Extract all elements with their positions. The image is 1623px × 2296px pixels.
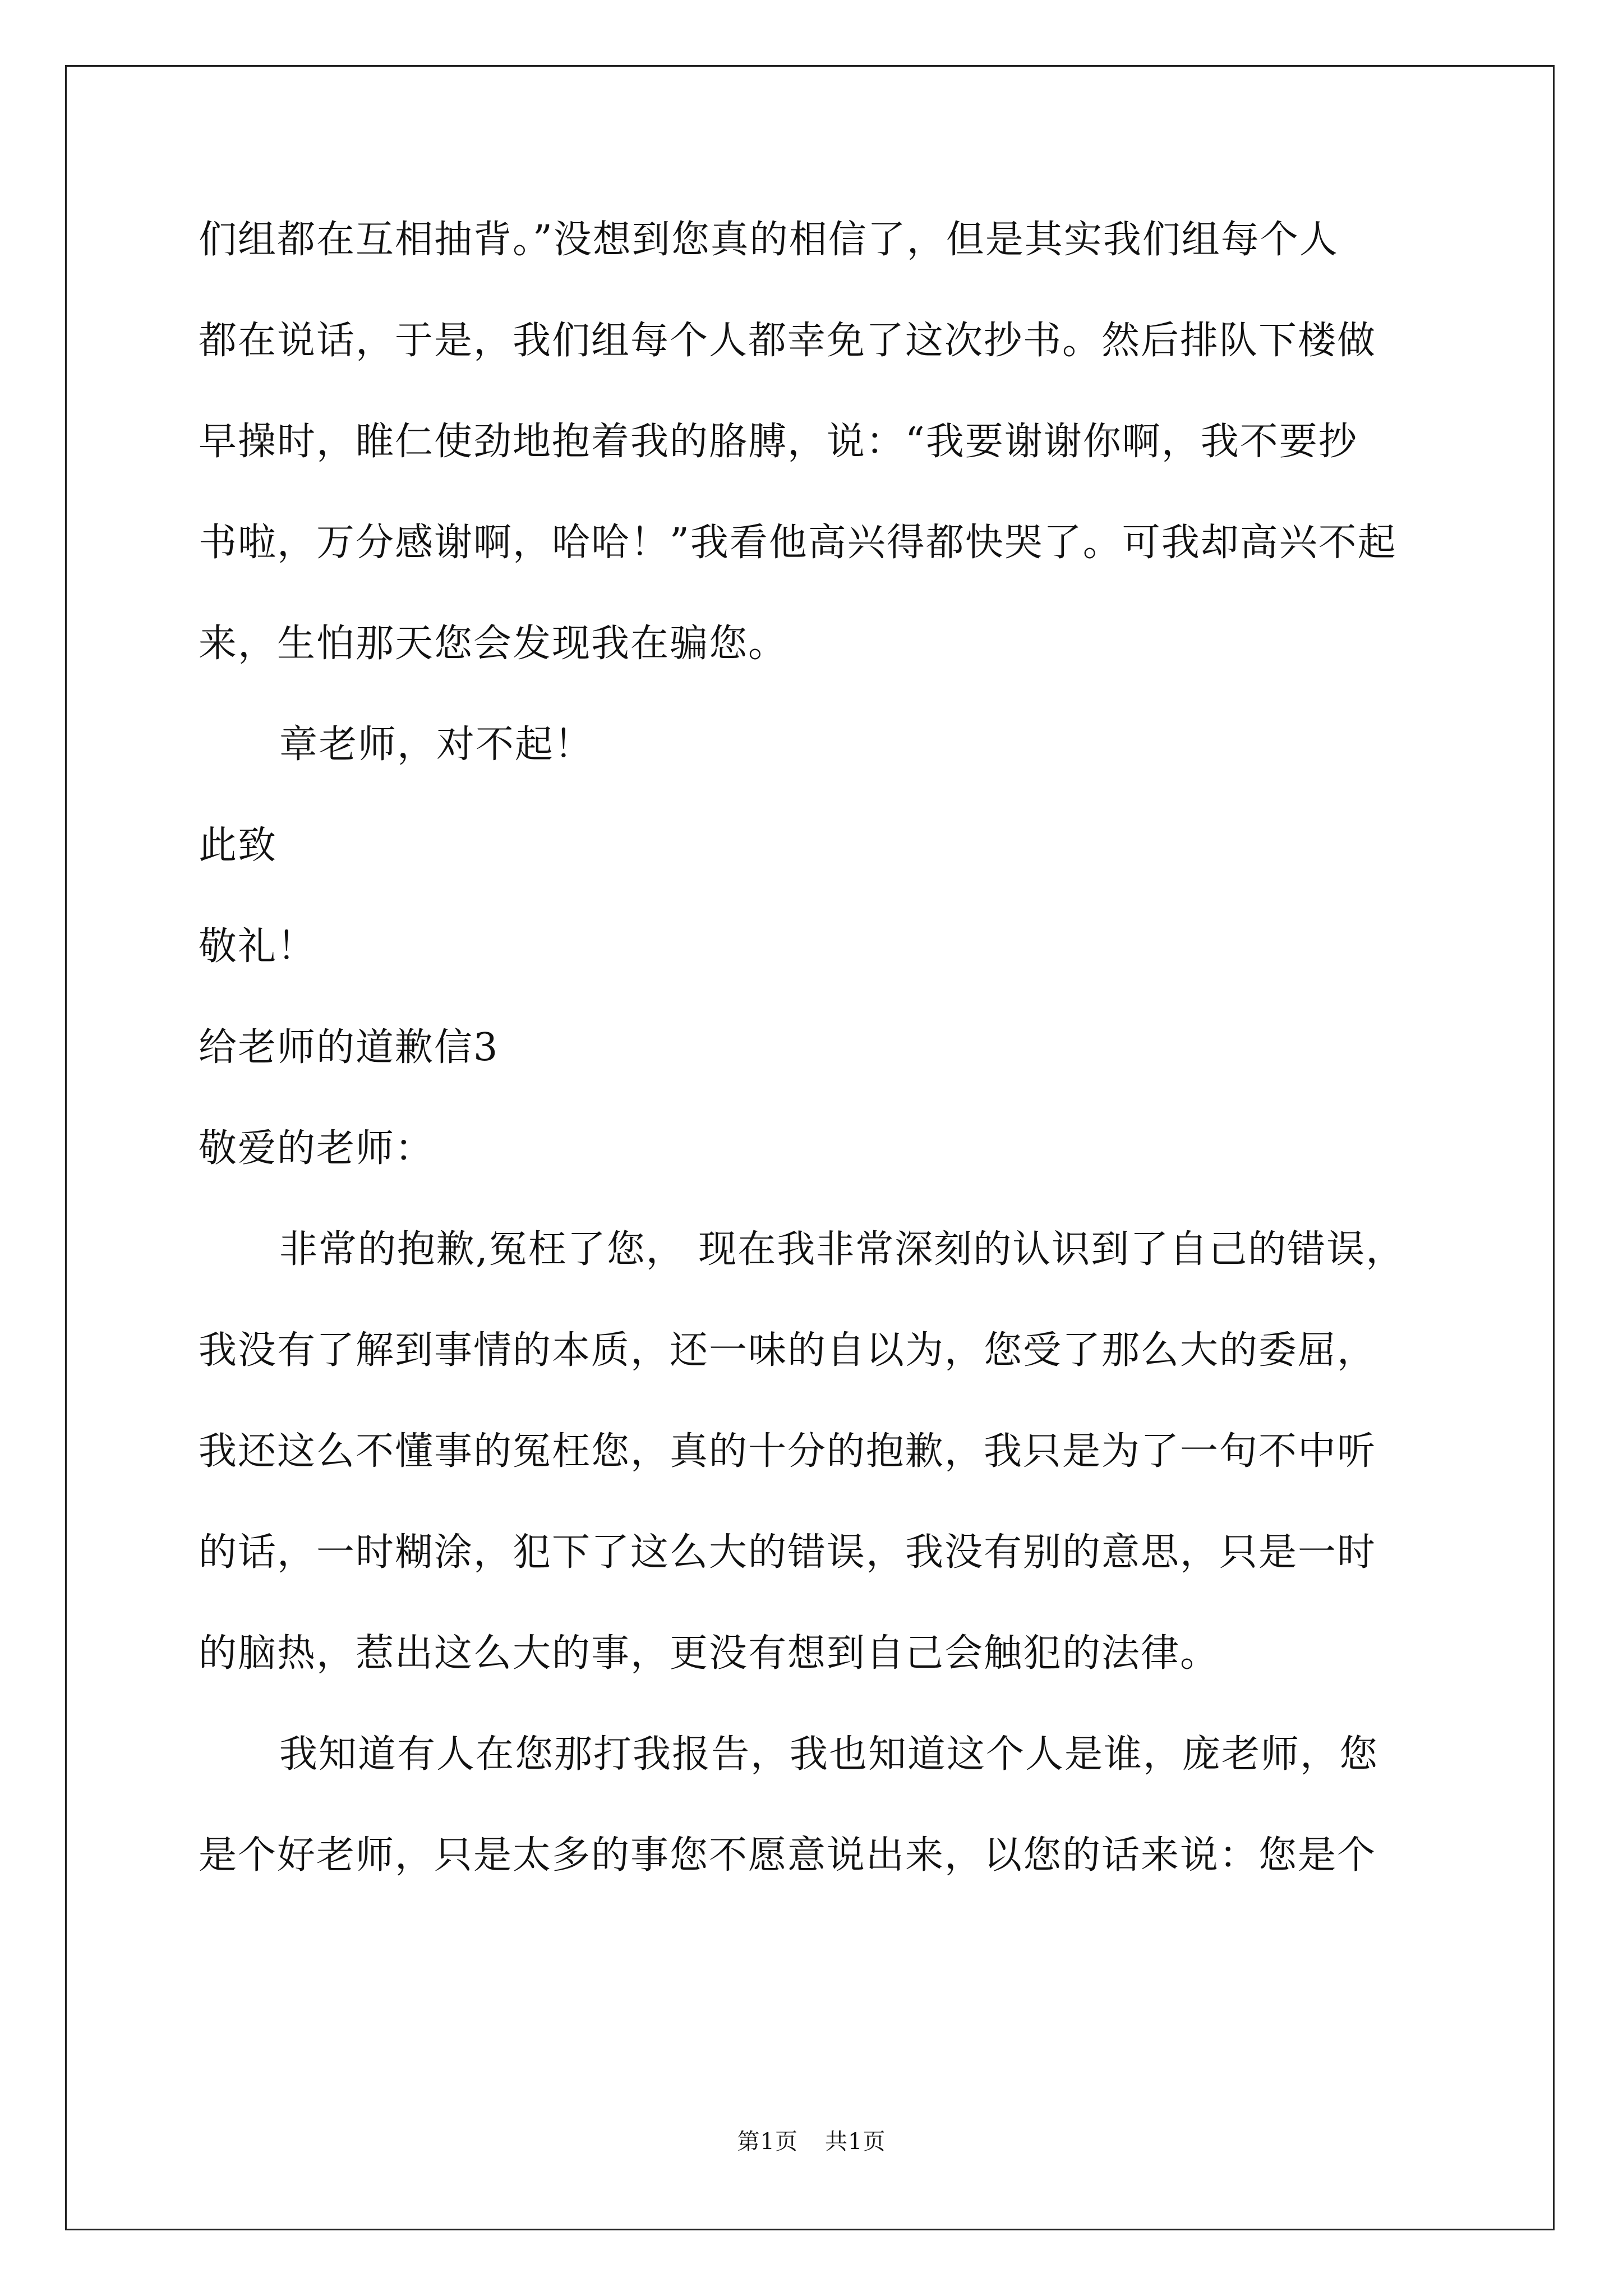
closing-regards: 敬礼！: [199, 924, 317, 969]
text-line: 我还这么不懂事的冤枉您，真的十分的抱歉，我只是为了一句不中听: [199, 1429, 1377, 1474]
page-total: 共1页: [825, 2129, 886, 2155]
section-title: 给老师的道歉信3: [199, 1025, 499, 1070]
text-line: 非常的抱歉,冤枉了您， 现在我非常深刻的认识到了自己的错误，: [279, 1227, 1405, 1272]
page-number: 第1页: [737, 2129, 798, 2155]
closing-salutation: 此致: [199, 823, 278, 868]
text-line: 都在说话，于是，我们组每个人都幸免了这次抄书。然后排队下楼做: [199, 319, 1377, 363]
apology-line: 章老师，对不起！: [279, 723, 594, 767]
text-line: 的脑热，惹出这么大的事，更没有想到自己会触犯的法律。: [199, 1631, 1220, 1676]
text-line: 早操时，睢仁使劲地抱着我的胳膊，说：“我要谢谢你啊，我不要抄: [199, 420, 1358, 464]
text-line: 们组都在互相抽背。”没想到您真的相信了，但是其实我们组每个人: [199, 218, 1339, 262]
text-line: 我没有了解到事情的本质，还一味的自以为，您受了那么大的委屈，: [199, 1328, 1377, 1373]
text-line: 来，生怕那天您会发现我在骗您。: [199, 622, 788, 666]
text-line: 我知道有人在您那打我报告，我也知道这个人是谁，庞老师，您: [279, 1732, 1379, 1777]
text-line: 书啦，万分感谢啊，哈哈！”我看他高兴得都快哭了。可我却高兴不起: [199, 521, 1397, 565]
text-line: 的话，一时糊涂，犯下了这么大的错误，我没有别的意思，只是一时: [199, 1530, 1377, 1575]
page-footer: [0, 2125, 1623, 2159]
text-line: 是个好老师，只是太多的事您不愿意说出来，以您的话来说：您是个: [199, 1833, 1377, 1878]
greeting: 敬爱的老师：: [199, 1126, 435, 1171]
